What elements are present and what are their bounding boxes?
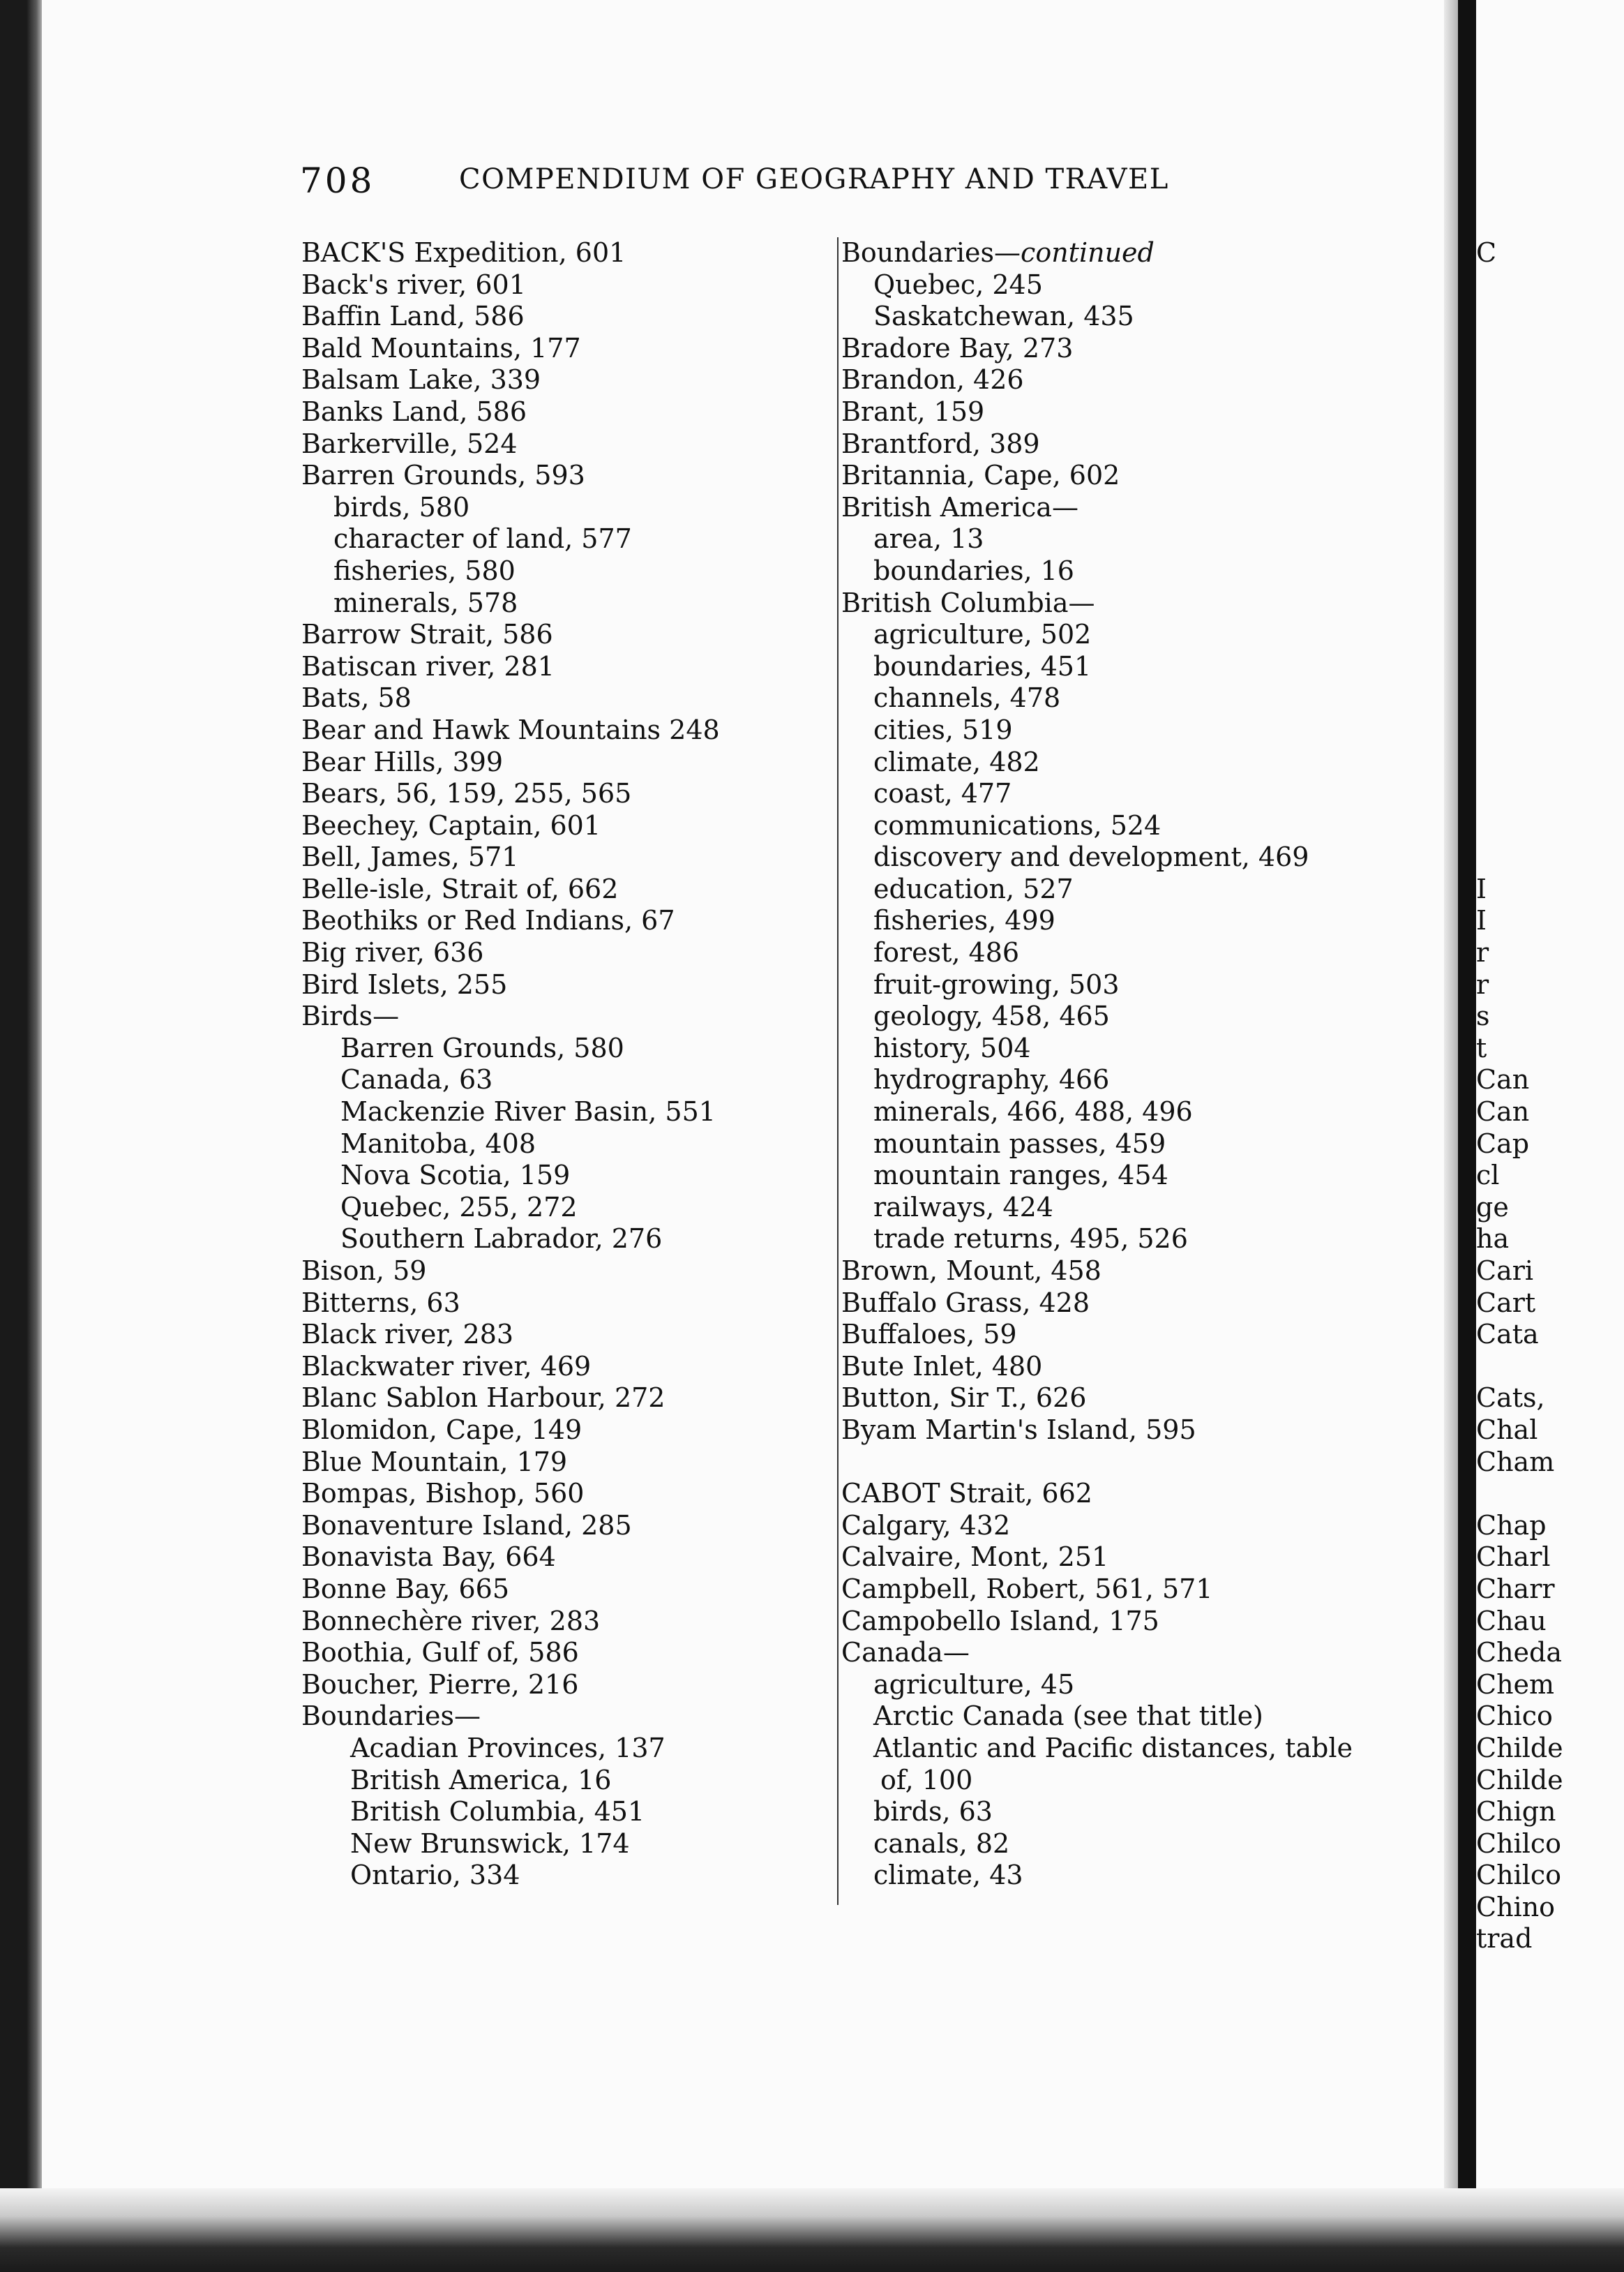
index-entry-text: Manitoba, 408: [340, 1128, 536, 1159]
facing-page-fragment: [1476, 0, 1624, 2198]
index-entry: [301, 1574, 804, 1606]
index-entry: [841, 428, 1413, 461]
facing-page-text: [1476, 651, 1563, 683]
index-entry-text: birds, 580: [333, 491, 470, 523]
index-entry: [301, 1319, 804, 1351]
index-entry: [301, 588, 804, 620]
index-entry: [301, 1414, 804, 1447]
index-entry-text: railways, 424: [873, 1191, 1053, 1223]
index-entry-text: Campobello Island, 175: [841, 1605, 1159, 1636]
index-entry: [301, 1541, 804, 1574]
index-entry: [841, 715, 1413, 747]
index-entry-text: climate, 43: [873, 1860, 1023, 1891]
index-entry-text: Boucher, Pierre, 216: [301, 1668, 579, 1700]
index-entry-text: Bear and Hawk Mountains 248: [301, 714, 720, 745]
index-entry: [301, 1860, 804, 1892]
index-entry-text: Ontario, 334: [350, 1860, 520, 1891]
index-entry: [301, 778, 804, 810]
scan-bottom-shadow: [0, 2188, 1624, 2272]
index-entry-text: New Brunswick, 174: [350, 1828, 630, 1859]
facing-page-text: Cata: [1476, 1319, 1539, 1350]
index-entry: [841, 460, 1413, 492]
index-entry: [841, 333, 1413, 365]
index-entry: [841, 937, 1413, 969]
index-entry: [301, 651, 804, 683]
index-entry: [841, 1414, 1413, 1447]
index-entry: [841, 364, 1413, 396]
index-entry: [841, 874, 1413, 906]
index-entry: [841, 1574, 1413, 1606]
facing-page-text: ha: [1476, 1223, 1510, 1255]
index-entry-text: Calvaire, Mont, 251: [841, 1541, 1109, 1573]
index-entry-text: Brantford, 389: [841, 428, 1040, 459]
facing-page-text: Cari: [1476, 1255, 1534, 1286]
facing-page-text: Childe: [1476, 1764, 1563, 1795]
index-entry-text: Quebec, 245: [873, 269, 1043, 300]
index-entry: [841, 1860, 1413, 1892]
index-entry: [301, 1796, 804, 1828]
facing-page-text: Charr: [1476, 1573, 1555, 1604]
facing-page-text: Chal: [1476, 1414, 1538, 1445]
index-entry-text: Banks Land, 586: [301, 396, 527, 427]
index-entry: [301, 237, 804, 269]
index-entry: [841, 1606, 1413, 1638]
facing-page-text: Chau: [1476, 1605, 1547, 1636]
index-entry-text: Atlantic and Pacific distances, table: [873, 1732, 1353, 1763]
index-entry: [301, 619, 804, 651]
index-entry: [301, 333, 804, 365]
index-entry: [301, 301, 804, 333]
index-entry-text: Britannia, Cape, 602: [841, 460, 1120, 491]
index-entry: [301, 747, 804, 779]
facing-page-text: [1476, 682, 1563, 715]
index-entry-text: Barren Grounds, 593: [301, 460, 585, 491]
index-entry: [841, 269, 1413, 301]
index-entry-text: Barkerville, 524: [301, 428, 518, 459]
facing-page-text: Can: [1476, 1096, 1530, 1128]
index-entry-text: Balsam Lake, 339: [301, 364, 541, 396]
index-entry: [841, 1287, 1413, 1320]
index-entry-text: Bompas, Bishop, 560: [301, 1478, 585, 1509]
index-entry: [841, 747, 1413, 779]
index-entry: [301, 810, 804, 842]
index-entry: [841, 1478, 1413, 1510]
facing-page-text: Chap: [1476, 1509, 1547, 1541]
index-entry-text: minerals, 466, 488, 496: [873, 1096, 1193, 1128]
index-entry-text: Saskatchewan, 435: [873, 301, 1134, 332]
index-entry-text: birds, 63: [873, 1796, 993, 1828]
facing-page-text: [1476, 619, 1563, 651]
index-entry-text: Bald Mountains, 177: [301, 332, 581, 364]
index-entry-text: CABOT Strait, 662: [841, 1478, 1092, 1509]
index-entry: [841, 619, 1413, 651]
index-entry-text: Bear Hills, 399: [301, 746, 504, 777]
facing-page-text: [1476, 523, 1563, 555]
index-entry: [841, 1128, 1413, 1160]
index-entry-text: Beechey, Captain, 601: [301, 809, 601, 841]
index-entry-text: Blomidon, Cape, 149: [301, 1414, 582, 1445]
facing-page-text: [1476, 747, 1563, 779]
book-gutter: [1458, 0, 1476, 2272]
index-entry-text: Batiscan river, 281: [301, 650, 555, 682]
facing-page-text: Cats,: [1476, 1382, 1545, 1414]
index-entry: [841, 810, 1413, 842]
index-entry-text: channels, 478: [873, 682, 1061, 714]
index-entry-text: Bitterns, 63: [301, 1287, 460, 1318]
index-entry-text: Calgary, 432: [841, 1509, 1011, 1541]
index-entry-text: Birds—: [301, 1001, 400, 1032]
running-title: COMPENDIUM OF GEOGRAPHY AND TRAVEL: [459, 163, 1169, 195]
page-header: [300, 160, 1179, 202]
index-entry-text: Bonaventure Island, 285: [301, 1509, 632, 1541]
index-entry-text: mountain ranges, 454: [873, 1160, 1168, 1191]
index-entry-text: Arctic Canada (see that title): [873, 1701, 1263, 1732]
index-entry-text: Big river, 636: [301, 937, 484, 969]
index-entry-text: Byam Martin's Island, 595: [841, 1414, 1196, 1445]
index-entry: [841, 1637, 1413, 1669]
index-entry-text: Acadian Provinces, 137: [350, 1732, 666, 1763]
facing-page-text: Can: [1476, 1064, 1530, 1096]
index-entry: [301, 1192, 804, 1224]
index-entry: [301, 682, 804, 715]
facing-page-text: s: [1476, 1001, 1490, 1032]
facing-page-text: I: [1476, 905, 1487, 936]
index-entry: [841, 969, 1413, 1001]
index-entry-text: Bird Islets, 255: [301, 969, 508, 1000]
index-entry-text: cities, 519: [873, 714, 1013, 745]
index-entry-text: Bonnechère river, 283: [301, 1605, 601, 1636]
index-entry-text: fisheries, 580: [333, 555, 516, 586]
index-entry: [841, 1796, 1413, 1828]
index-entry-text: history, 504: [873, 1032, 1031, 1063]
facing-page-text: [1476, 1478, 1563, 1510]
facing-page-text: Charl: [1476, 1541, 1551, 1573]
index-entry: [841, 492, 1413, 524]
index-entry-text: Brown, Mount, 458: [841, 1255, 1102, 1286]
index-entry-text: Bears, 56, 159, 255, 565: [301, 778, 632, 809]
index-entry: [301, 969, 804, 1001]
index-entry-text: agriculture, 45: [873, 1668, 1075, 1700]
index-entry-text: geology, 458, 465: [873, 1001, 1110, 1032]
index-entry: [301, 937, 804, 969]
index-entry-text: Back's river, 601: [301, 269, 526, 300]
facing-page-text: cl: [1476, 1160, 1500, 1191]
index-entry-text: BACK'S Expedition, 601: [301, 237, 626, 268]
index-entry: [301, 460, 804, 492]
index-entry-text: Baffin Land, 586: [301, 301, 525, 332]
index-entry-text: Bison, 59: [301, 1255, 427, 1286]
index-entry: [301, 1478, 804, 1510]
index-entry-text: Bell, James, 571: [301, 842, 519, 873]
index-entry: [301, 715, 804, 747]
index-entry-text: mountain passes, 459: [873, 1128, 1166, 1159]
index-entry-text: Nova Scotia, 159: [340, 1160, 571, 1191]
facing-page-text: Cheda: [1476, 1637, 1563, 1668]
index-entry: [301, 1828, 804, 1860]
index-entry: [301, 1382, 804, 1414]
index-entry: [841, 905, 1413, 937]
index-entry: [301, 1733, 804, 1765]
index-entry: [841, 651, 1413, 683]
index-entry-text: Buffalo Grass, 428: [841, 1287, 1090, 1318]
index-entry: [301, 1447, 804, 1479]
index-entry: [301, 1765, 804, 1797]
index-entry: [301, 1096, 804, 1128]
index-entry-text: Barrow Strait, 586: [301, 619, 553, 650]
index-entry-text: area, 13: [873, 523, 984, 555]
index-entry-text: Quebec, 255, 272: [340, 1191, 578, 1223]
index-entry: [841, 1192, 1413, 1224]
index-entry: [301, 905, 804, 937]
facing-page-text: Cart: [1476, 1287, 1536, 1318]
index-entry: [841, 1510, 1413, 1542]
index-entry-text: Bats, 58: [301, 682, 412, 714]
index-entry-text: Barren Grounds, 580: [340, 1032, 624, 1063]
index-entry: [301, 1223, 804, 1255]
facing-page-text: [1476, 715, 1563, 747]
index-entry-text: discovery and development, 469: [873, 842, 1309, 873]
index-entry-text: Boundaries—: [301, 1701, 481, 1732]
index-entry-text: Black river, 283: [301, 1319, 514, 1350]
column-rule: [837, 237, 839, 1905]
facing-page-text: [1476, 555, 1563, 588]
facing-page-text: Chign: [1476, 1796, 1556, 1828]
index-entry-text: Button, Sir T., 626: [841, 1382, 1087, 1414]
facing-page-text: trad: [1476, 1923, 1533, 1955]
index-entry: [301, 1637, 804, 1669]
index-entry: [841, 1828, 1413, 1860]
index-entry: [301, 269, 804, 301]
index-entry-text: climate, 482: [873, 746, 1040, 777]
index-entry: [841, 1701, 1413, 1733]
index-entry-text: coast, 477: [873, 778, 1012, 809]
index-entry: [841, 778, 1413, 810]
index-entry-text: Blackwater river, 469: [301, 1350, 592, 1382]
index-entry: [301, 1510, 804, 1542]
index-entry-text: Mackenzie River Basin, 551: [340, 1096, 716, 1128]
index-entry: [301, 364, 804, 396]
index-entry: [841, 1255, 1413, 1287]
index-gap: [841, 1447, 1413, 1479]
index-entry-text: Canada, 63: [340, 1064, 493, 1096]
facing-page-text: [1476, 460, 1563, 492]
index-entry: [301, 428, 804, 461]
index-entry: [841, 301, 1413, 333]
index-entry: [841, 1382, 1413, 1414]
index-entry-text: Campbell, Robert, 561, 571: [841, 1573, 1213, 1604]
facing-page-text: C: [1476, 237, 1497, 268]
index-entry-text: forest, 486: [873, 937, 1020, 969]
index-entry: [301, 1287, 804, 1320]
index-entry: [301, 1160, 804, 1192]
index-entry-text: Beothiks or Red Indians, 67: [301, 905, 675, 936]
index-entry-suffix: continued: [1021, 237, 1155, 268]
facing-page-column: [1476, 237, 1563, 1955]
index-entry-text: hydrography, 466: [873, 1064, 1110, 1096]
facing-page-text: Chilco: [1476, 1860, 1562, 1891]
index-entry: [301, 1701, 804, 1733]
index-entry: [841, 237, 1413, 269]
index-entry: [301, 396, 804, 428]
index-entry: [301, 1606, 804, 1638]
index-entry: [301, 523, 804, 555]
facing-page-text: [1476, 492, 1563, 524]
index-entry-text: Boothia, Gulf of, 586: [301, 1637, 579, 1668]
index-entry: [301, 492, 804, 524]
index-entry: [301, 1669, 804, 1701]
facing-page-text: [1476, 842, 1563, 874]
index-entry: [301, 1064, 804, 1096]
index-entry: [301, 1033, 804, 1065]
index-entry: [301, 1255, 804, 1287]
index-entry-text: Brandon, 426: [841, 364, 1024, 396]
index-entry: [841, 1669, 1413, 1701]
index-entry-text: Bonne Bay, 665: [301, 1573, 510, 1604]
index-entry: [841, 588, 1413, 620]
index-entry: [301, 1351, 804, 1383]
index-entry: [301, 874, 804, 906]
index-entry-text: trade returns, 495, 526: [873, 1223, 1188, 1255]
index-entry-text: Canada—: [841, 1637, 970, 1668]
index-entry: [841, 1160, 1413, 1192]
index-entry-text: Blanc Sablon Harbour, 272: [301, 1382, 666, 1414]
facing-page-text: Childe: [1476, 1732, 1563, 1763]
index-entry-text: Blue Mountain, 179: [301, 1446, 568, 1477]
facing-page-text: Cap: [1476, 1128, 1530, 1159]
facing-page-text: Chilco: [1476, 1828, 1562, 1859]
facing-page-text: Chem: [1476, 1668, 1555, 1700]
facing-page-text: [1476, 364, 1563, 396]
index-entry-text: agriculture, 502: [873, 619, 1092, 650]
index-entry: [841, 1733, 1413, 1765]
index-entry: [301, 1001, 804, 1033]
index-entry-text: Bradore Bay, 273: [841, 332, 1074, 364]
index-entry-text: character of land, 577: [333, 523, 632, 555]
index-entry-text: minerals, 578: [333, 587, 518, 618]
index-entry-text: Boundaries—: [841, 237, 1021, 268]
index-entry-text: British America, 16: [350, 1764, 612, 1795]
index-entry: [841, 1765, 1413, 1797]
index-entry-text: education, 527: [873, 873, 1074, 904]
index-entry-text: boundaries, 16: [873, 555, 1074, 586]
index-column-right: [841, 237, 1413, 1892]
index-entry-text: British America—: [841, 491, 1078, 523]
facing-page-text: r: [1476, 937, 1489, 969]
facing-page-text: [1476, 396, 1563, 428]
index-entry: [841, 396, 1413, 428]
index-entry: [841, 1064, 1413, 1096]
index-entry-text: communications, 524: [873, 809, 1161, 841]
index-entry: [841, 1223, 1413, 1255]
facing-page-text: r: [1476, 969, 1489, 1000]
facing-page-text: [1476, 810, 1563, 842]
facing-page-text: [1476, 301, 1563, 333]
index-entry-text: Bute Inlet, 480: [841, 1350, 1043, 1382]
index-entry: [841, 1541, 1413, 1574]
index-entry-text: of, 100: [880, 1764, 973, 1795]
index-entry-text: Belle-isle, Strait of, 662: [301, 873, 619, 904]
facing-page-text: [1476, 269, 1563, 301]
facing-page-text: Cham: [1476, 1446, 1555, 1477]
facing-page-text: t: [1476, 1032, 1487, 1063]
index-column-left: [301, 237, 804, 1892]
index-entry: [301, 555, 804, 588]
index-entry: [301, 1128, 804, 1160]
index-entry: [841, 682, 1413, 715]
index-entry-text: fisheries, 499: [873, 905, 1055, 936]
index-entry: [841, 523, 1413, 555]
index-entry: [841, 555, 1413, 588]
index-entry-text: fruit-growing, 503: [873, 969, 1120, 1000]
page-number: 708: [300, 160, 375, 201]
facing-page-text: [1476, 778, 1563, 810]
facing-page-text: [1476, 588, 1563, 620]
index-entry-text: British Columbia—: [841, 587, 1095, 618]
index-entry-text: Buffaloes, 59: [841, 1319, 1017, 1350]
facing-page-text: ge: [1476, 1191, 1509, 1223]
index-entry: [841, 842, 1413, 874]
facing-page-text: Chino: [1476, 1891, 1556, 1922]
index-entry-text: British Columbia, 451: [350, 1796, 645, 1828]
facing-page-text: [1476, 428, 1563, 461]
facing-page-text: [1476, 333, 1563, 365]
index-entry-text: boundaries, 451: [873, 650, 1092, 682]
index-entry: [841, 1319, 1413, 1351]
index-entry: [841, 1001, 1413, 1033]
index-entry-text: Brant, 159: [841, 396, 985, 427]
facing-page-text: [1476, 1351, 1563, 1383]
index-entry: [841, 1033, 1413, 1065]
facing-page-text: Chico: [1476, 1701, 1553, 1732]
index-entry-text: Southern Labrador, 276: [340, 1223, 663, 1255]
index-entry: [301, 842, 804, 874]
index-entry: [841, 1351, 1413, 1383]
index-entry: [841, 1096, 1413, 1128]
index-entry-text: Bonavista Bay, 664: [301, 1541, 556, 1573]
index-entry-text: canals, 82: [873, 1828, 1010, 1859]
facing-page-text: I: [1476, 873, 1487, 904]
